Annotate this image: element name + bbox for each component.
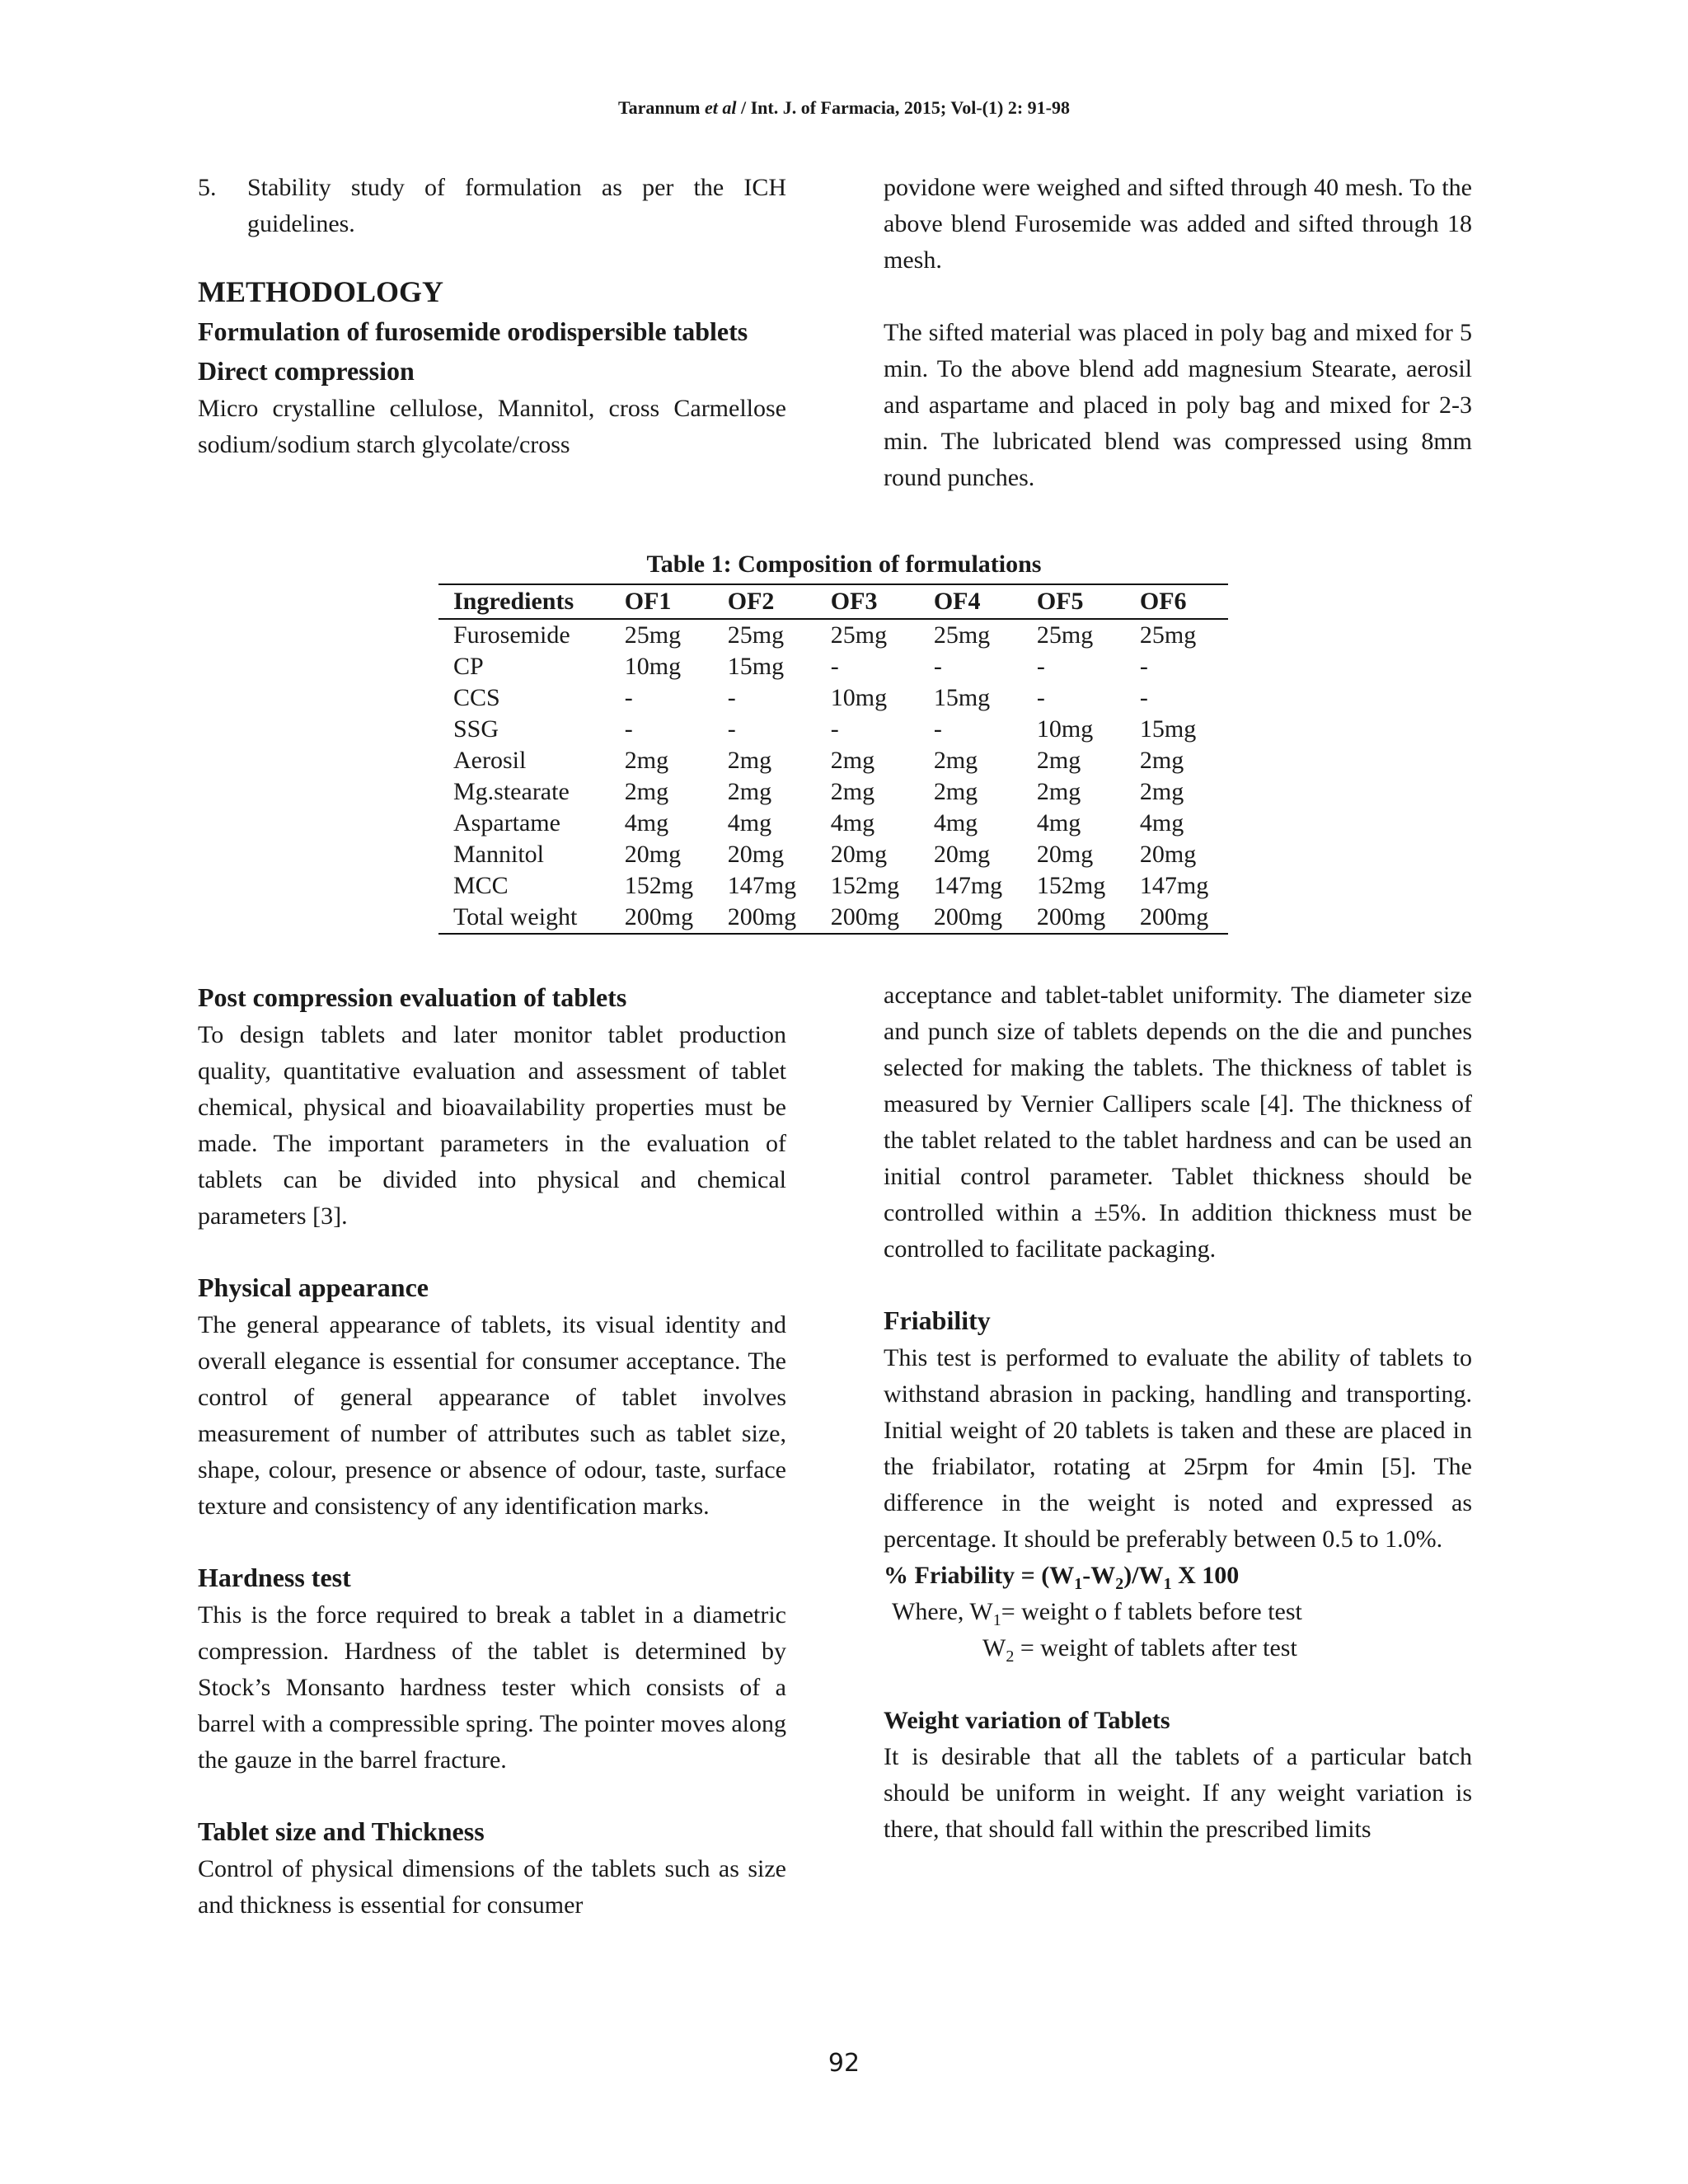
amount-cell: 25mg [830,621,888,649]
table-row [438,776,1228,808]
amount-cell: 4mg [727,809,772,837]
amount-cell: 2mg [1139,778,1184,805]
amount-cell: 200mg [919,902,1022,934]
amount-cell: - [1139,684,1148,711]
amount-cell: 25mg [727,621,785,649]
amount-cell: 4mg [1139,809,1184,837]
header-citation: / Int. J. of Farmacia, 2015; Vol-(1) 2: 91-98 [740,97,1070,118]
weight-variation-text: It is desirable that all the tablets of a particular batch should be uniform in weight. If any weight variation is there, that should fall within the prescribed limits [884,1743,1472,1843]
ingredient-cell: SSG [453,715,499,743]
weight-variation-heading: Weight variation of Tablets [884,1707,1170,1734]
tablet-size-text: Control of physical dimensions of the tablets such as size and thickness is essential for consumer [198,1855,786,1919]
amount-cell: 20mg [830,841,888,868]
amount-cell: - [933,715,942,743]
table-row [438,651,1228,682]
ingredient-cell: Furosemide [453,621,570,649]
header-etal: et al [704,97,737,118]
amount-cell: 2mg [624,747,669,774]
amount-cell: 2mg [830,747,875,774]
amount-cell: 200mg [713,902,816,934]
right-column-top [884,170,1472,496]
hardness-text: This is the force required to break a tablet in a diametric compression. Hardness of the tablet is determined by Stock’s Monsanto hardness tester which consists of a barrel with a compressible spring. The pointer moves along the gauze in the barrel fracture. [198,1601,786,1774]
friability-formula: % Friability = $(W_1-W_2)/W_1$ X 100 [884,1562,1240,1593]
mixing-paragraph: The sifted material was placed in poly bag and mixed for 5 min. To the above blend add magnesium Stearate, aerosil and aspartame and placed in poly bag and mixed for 2-3 min. The lubricated blend was compressed using 8mm round punches. [884,319,1472,491]
list-number: 5. [198,174,217,201]
table-header-row [438,584,1228,619]
amount-cell: - [1036,684,1045,711]
amount-cell: 20mg [624,841,682,868]
amount-cell: 2mg [933,778,978,805]
table-row [438,808,1228,839]
amount-cell: 4mg [933,809,978,837]
header-of2: OF2 [713,584,816,619]
amount-cell: - [830,715,839,743]
header-of4: OF4 [919,584,1022,619]
amount-cell: - [624,684,633,711]
physical-appearance-text: The general appearance of tablets, its visual identity and overall elegance is essential for consumer acceptance. The control of general appearance of tablet involves measurement of number of attributes such as tablet size, shape, colour, presence or absence of odour, taste, surface texture and consistency of any identification marks. [198,1311,786,1520]
amount-cell: 200mg [1022,902,1125,934]
list-item [198,170,786,242]
amount-cell: 152mg [624,872,694,899]
formula-where-w1: Where, $W_1=$ weight o f tablets before test [892,1598,1302,1629]
amount-cell: 2mg [830,778,875,805]
amount-cell: 2mg [727,778,772,805]
amount-cell: - [727,684,736,711]
ingredient-cell: Mannitol [453,841,544,868]
amount-cell: 2mg [727,747,772,774]
amount-cell: 2mg [933,747,978,774]
amount-cell: 4mg [1036,809,1081,837]
amount-cell: 200mg [816,902,919,934]
table-row [438,619,1228,651]
header-of3: OF3 [816,584,919,619]
amount-cell: 25mg [1139,621,1197,649]
table-row [438,745,1228,776]
amount-cell: 10mg [1036,715,1094,743]
amount-cell: 147mg [933,872,1003,899]
table-row [438,714,1228,745]
amount-cell: 25mg [624,621,682,649]
composition-table [438,583,1228,935]
amount-cell: 20mg [727,841,785,868]
list-text: Stability study of formulation as per the ICH guidelines. [247,174,786,237]
header-of5: OF5 [1022,584,1125,619]
tablet-size-heading: Tablet size and Thickness [198,1816,485,1846]
ingredient-cell: MCC [453,872,509,899]
amount-cell: 20mg [933,841,991,868]
amount-cell: 2mg [624,778,669,805]
amount-cell: 4mg [624,809,669,837]
header-of6: OF6 [1125,584,1228,619]
amount-cell: 25mg [933,621,991,649]
table-body [438,619,1228,934]
amount-cell: 20mg [1036,841,1094,868]
amount-cell: 15mg [933,684,991,711]
table-row [438,839,1228,870]
amount-cell: - [1139,653,1148,680]
ingredient-cell: Aerosil [453,747,527,774]
amount-cell: - [830,653,839,680]
amount-cell: 147mg [1139,872,1209,899]
amount-cell: - [727,715,736,743]
amount-cell: 200mg [610,902,713,934]
amount-cell: 15mg [727,653,785,680]
ingredient-cell: CCS [453,684,500,711]
sifting-paragraph: povidone were weighed and sifted through 40 mesh. To the above blend Furosemide was added and sifted through 18 mesh. [884,174,1472,274]
methodology-heading: METHODOLOGY [198,275,444,308]
post-compression-text: To design tablets and later monitor tablet production quality, quantitative evaluation and assessment of tablet chemical, physical and bioavailability properties must be made. The important parameters in the evaluation of tablets can be divided into physical and chemical parameters [3]. [198,1021,786,1230]
physical-appearance-heading: Physical appearance [198,1272,429,1302]
amount-cell: 2mg [1036,778,1081,805]
table-row [438,870,1228,902]
amount-cell: 25mg [1036,621,1094,649]
amount-cell: 4mg [830,809,875,837]
table-row [438,682,1228,714]
amount-cell: 2mg [1036,747,1081,774]
amount-cell: 2mg [1139,747,1184,774]
amount-cell: 10mg [624,653,682,680]
amount-cell: 147mg [727,872,797,899]
table-caption: Table 1: Composition of formulations [646,551,1042,578]
left-column-bottom [198,977,786,1924]
post-compression-heading: Post compression evaluation of tablets [198,982,627,1012]
amount-cell: 15mg [1139,715,1197,743]
friability-heading: Friability [884,1305,991,1335]
thickness-continued-text: acceptance and tablet-tablet uniformity. The diameter size and punch size of tablets depends on the die and punches selected for making the tablets. The thickness of tablet is measured by Vernier Callipers scale [4]. The thickness of the tablet related to the tablet hardness and can be used an initial control parameter. Tablet thickness should be controlled within a ±5%. In addition thickness must be controlled to facilitate packaging. [884,982,1472,1263]
header-author: Tarannum [618,97,701,118]
formulation-heading: Formulation of furosemide orodispersible tablets [198,316,748,346]
ingredient-cell: Total weight [438,902,610,934]
running-header [0,97,1688,119]
page-number: 92 [828,2049,860,2078]
formula-where-w2: $W_2$ = weight of tablets after test [982,1634,1297,1666]
right-column-bottom [884,977,1472,1848]
ingredient-cell: Aspartame [453,809,560,837]
direct-compression-heading: Direct compression [198,356,415,386]
friability-text: This test is performed to evaluate the ability of tablets to withstand abrasion in packing, handling and transporting. Initial weight of 20 tablets is taken and these are placed in the friabilator, rotating at 25rpm for 4min [5]. The difference in the weight is noted and expressed as percentage. It should be preferably between 0.5 to 1.0%. [884,1344,1472,1553]
hardness-heading: Hardness test [198,1563,351,1592]
amount-cell: 20mg [1139,841,1197,868]
header-ingredients: Ingredients [438,584,610,619]
amount-cell: - [624,715,633,743]
table-row [438,902,1228,934]
ingredient-cell: CP [453,653,484,680]
amount-cell: 152mg [830,872,900,899]
amount-cell: 10mg [830,684,888,711]
amount-cell: 200mg [1125,902,1228,934]
amount-cell: 152mg [1036,872,1106,899]
left-column-top [198,170,786,463]
ingredient-cell: Mg.stearate [453,778,570,805]
direct-compression-text: Micro crystalline cellulose, Mannitol, cross Carmellose sodium/sodium starch glycolate/cross [198,395,786,458]
header-of1: OF1 [610,584,713,619]
amount-cell: - [1036,653,1045,680]
amount-cell: - [933,653,942,680]
